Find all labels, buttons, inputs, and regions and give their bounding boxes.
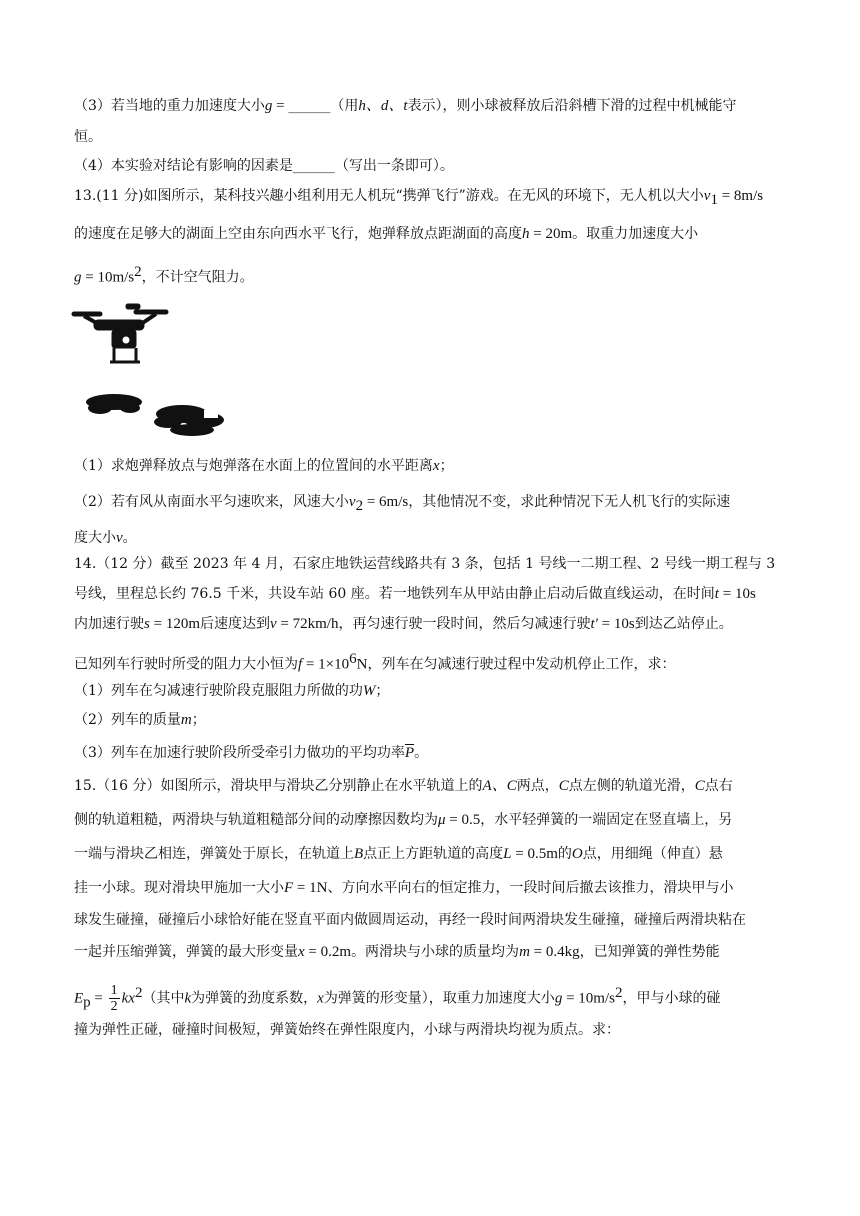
q15-stem-line7: $E_p$ = $\frac{1}{2}$ $kx^2$（其中k为弹簧的劲度系数，x为弹簧的形变量），取重力加速度大小$g = 10m/s^2$，甲与小球的碰 (74, 983, 721, 1015)
q14-stem-line4: 已知列车行驶时所受的阻力大小恒为$f = 1\times 10^6N$，列车在匀减速行驶过程中发动机停止工作，求： (74, 651, 676, 673)
q12-part3-line2: 恒。 (74, 129, 102, 145)
q15-stem-line4: 挂一小球。现对滑块甲施加一大小F = 1N、方向水平向右的恒定推力，一段时间后撤去该推力，滑块甲与小 (74, 880, 734, 896)
q14-part3: （3）列车在加速行驶阶段所受牵引力做功的平均功率$\overline{P}$。 (74, 745, 429, 761)
q15-stem-line1: 15.（16 分）如图所示，滑块甲与滑块乙分别静止在水平轨道上的A、C两点，C点左侧的轨道光滑，C点右 (74, 778, 733, 794)
q13-part2-line2: 度大小v。 (74, 530, 137, 546)
q14-stem-line2: 号线，里程总长约 76.5 千米，共设车站 60 座。若一地铁列车从甲站由静止启动后做直线运动，在时间t = 10s (74, 586, 756, 602)
q12-part3-line1: （3）若当地的重力加速度大小g = ______（用h、d、t表示），则小球被释放后沿斜槽下滑的过程中机械能守 (74, 98, 737, 114)
q13-stem-line1: 13.(11 分)如图所示，某科技兴趣小组利用无人机玩“携弹飞行”游戏。在无风的环境下，无人机以大小$v_1 = 8m/s$ (74, 188, 764, 208)
drone-figure (64, 296, 234, 446)
q15-stem-line5: 球发生碰撞，碰撞后小球恰好能在竖直平面内做圆周运动，再经一段时间两滑块发生碰撞，碰撞后两滑块粘在 (74, 912, 746, 928)
q13-stem-line2: 的速度在足够大的湖面上空由东向西水平飞行，炮弹释放点距湖面的高度h = 20m。取重力加速度大小 (74, 226, 699, 242)
q13-part1: （1）求炮弹释放点与炮弹落在水面上的位置间的水平距离x； (74, 458, 454, 474)
q14-stem-line1: 14.（12 分）截至 2023 年 4 月，石家庄地铁运营线路共有 3 条，包括 1 号线一二期工程、2 号线一期工程与 3 (74, 556, 776, 572)
q15-stem-line3: 一端与滑块乙相连，弹簧处于原长，在轨道上B点正上方距轨道的高度L = 0.5m的O点，用细绳（伸直）悬 (74, 846, 723, 862)
q14-stem-line3: 内加速行驶s = 120m后速度达到v = 72km/h，再匀速行驶一段时间，然后匀减速行驶t′ = 10s到达乙站停止。 (74, 616, 733, 632)
q15-stem-line8: 撞为弹性正碰，碰撞时间极短，弹簧始终在弹性限度内，小球与两滑块均视为质点。求： (74, 1022, 620, 1038)
q13-part2-line1: （2）若有风从南面水平匀速吹来，风速大小$v_2 = 6m/s$，其他情况不变，求此种情况下无人机飞行的实际速 (74, 494, 731, 514)
q15-stem-line6: 一起并压缩弹簧，弹簧的最大形变量x = 0.2m。两滑块与小球的质量均为m = 0.4kg，已知弹簧的弹性势能 (74, 944, 720, 960)
smoke-splash-icon (86, 394, 224, 436)
q15-stem-line2: 侧的轨道粗糙，两滑块与轨道粗糙部分间的动摩擦因数均为μ = 0.5，水平轻弹簧的一端固定在竖直墙上，另 (74, 812, 733, 828)
drone-icon (72, 304, 168, 362)
q13-stem-line3: $g = 10m/s^2$，不计空气阻力。 (74, 264, 254, 286)
q14-part1: （1）列车在匀减速行驶阶段克服阻力所做的功W； (74, 683, 390, 699)
fraction-half: $\frac{1}{2}$ (110, 983, 118, 1015)
q12-part4: （4）本实验对结论有影响的因素是______（写出一条即可）。 (74, 158, 454, 174)
q14-part2: （2）列车的质量m； (74, 712, 206, 728)
